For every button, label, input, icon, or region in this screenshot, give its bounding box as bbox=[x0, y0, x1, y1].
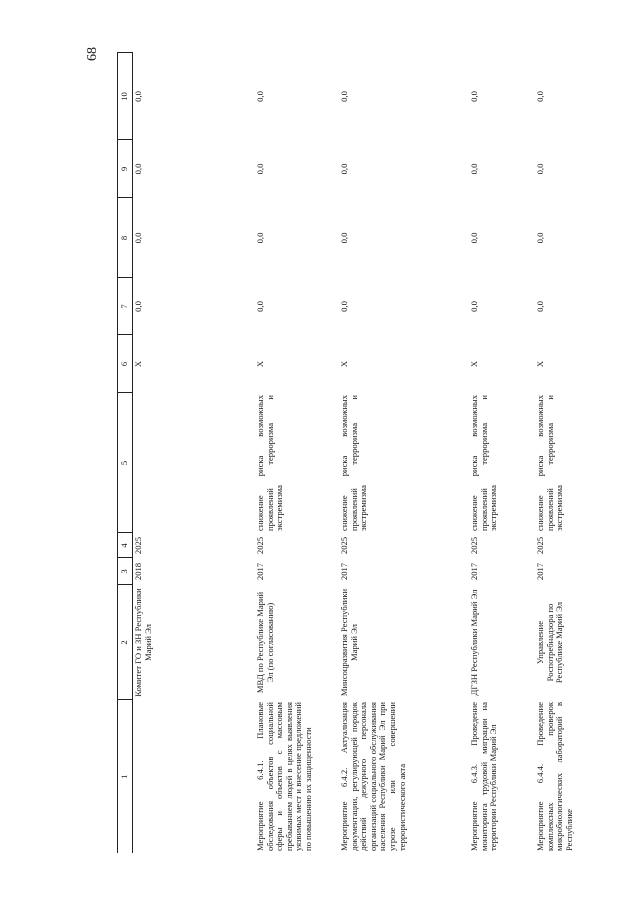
header-cell: 2 bbox=[118, 585, 133, 700]
value-cell: 0,0 bbox=[133, 91, 143, 102]
header-cell: 6 bbox=[118, 335, 133, 393]
table-row bbox=[255, 53, 339, 853]
value-cell: 0,0 bbox=[339, 91, 349, 102]
indicator-cell: Х bbox=[535, 360, 545, 368]
value-cell: 0,0 bbox=[339, 301, 349, 312]
rotated-table-sheet bbox=[117, 53, 574, 853]
executor-cell: Минсоцразвития Республики Марий Эл bbox=[339, 588, 359, 697]
start-year-cell: 2018 bbox=[133, 562, 143, 581]
value-cell: 0,0 bbox=[255, 301, 265, 312]
result-cell: снижение риска возможных проявлений терроризма и экстремизма bbox=[339, 395, 369, 531]
start-year-cell: 2017 bbox=[469, 562, 479, 581]
measure-cell: Мероприятие 6.4.2. Актуализация документации, регулирующей порядок действий дежурного персонала организаций социального обслуживания населения Республики Марий Эл при угрозе или совершении террористического акта bbox=[339, 702, 407, 851]
value-cell: 0,0 bbox=[535, 301, 545, 312]
value-cell: 0,0 bbox=[255, 232, 265, 244]
page-number: 68 bbox=[85, 47, 100, 61]
value-cell: 0,0 bbox=[255, 91, 265, 102]
measure-cell: Мероприятие 6.4.1. Плановые обследования объектов социальной сферы и объектов с массовым пребыванием людей в целях выявления уязвимых мест и внесение предложений по повышению их защищенности bbox=[255, 702, 313, 851]
end-year-cell: 2025 bbox=[133, 536, 143, 555]
value-cell: 0,0 bbox=[469, 301, 479, 312]
result-cell: снижение риска возможных проявлений терроризма и экстремизма bbox=[535, 395, 565, 531]
header-cell: 4 bbox=[118, 533, 133, 558]
table-row bbox=[535, 53, 607, 853]
table-row bbox=[339, 53, 469, 853]
header-cell: 1 bbox=[118, 700, 133, 853]
end-year-cell: 2025 bbox=[535, 536, 545, 555]
header-cell: 10 bbox=[118, 53, 133, 140]
indicator-cell: Х bbox=[469, 360, 479, 368]
executor-cell: Комитет ГО и ЗН Республики Марий Эл bbox=[133, 588, 153, 697]
value-cell: 0,0 bbox=[469, 163, 479, 175]
end-year-cell: 2025 bbox=[339, 536, 349, 555]
measures-table bbox=[117, 53, 607, 854]
measure-cell bbox=[133, 700, 256, 853]
end-year-cell: 2025 bbox=[469, 536, 479, 555]
value-cell: 0,0 bbox=[469, 91, 479, 102]
value-cell: 0,0 bbox=[255, 163, 265, 175]
measure-cell: Мероприятие 6.4.3. Проведение мониторинга трудовой миграции на территории Республики Марий Эл bbox=[469, 702, 499, 851]
value-cell: 0,0 bbox=[535, 91, 545, 102]
header-cell: 3 bbox=[118, 558, 133, 585]
measure-cell: Мероприятие 6.4.4. Проведение комплексных проверок микробиологических лабораторий в Республике bbox=[535, 702, 574, 851]
start-year-cell: 2017 bbox=[535, 562, 545, 581]
end-year-cell: 2025 bbox=[255, 536, 265, 555]
start-year-cell: 2017 bbox=[339, 562, 349, 581]
header-row bbox=[118, 53, 133, 853]
indicator-cell: Х bbox=[255, 360, 265, 368]
table-row bbox=[133, 53, 256, 853]
header-cell: 7 bbox=[118, 278, 133, 335]
result-cell: снижение риска возможных проявлений терроризма и экстремизма bbox=[469, 395, 499, 531]
value-cell: 0,0 bbox=[133, 163, 143, 175]
table-row bbox=[469, 53, 535, 853]
value-cell: 0,0 bbox=[469, 232, 479, 244]
header-cell: 8 bbox=[118, 198, 133, 278]
executor-cell: МВД по Республике Марий Эл (по согласованию) bbox=[255, 591, 275, 694]
header-cell: 5 bbox=[118, 393, 133, 533]
value-cell: 0,0 bbox=[535, 163, 545, 175]
executor-cell: Управление Роспотребнадзора по Республике Марий Эл bbox=[535, 601, 565, 684]
indicator-cell: Х bbox=[339, 360, 349, 368]
result-cell bbox=[133, 393, 256, 533]
executor-cell: ДГЗН Республики Марий Эл bbox=[469, 589, 479, 696]
header-cell: 9 bbox=[118, 140, 133, 198]
value-cell: 0,0 bbox=[133, 301, 143, 312]
indicator-cell: Х bbox=[133, 360, 143, 368]
value-cell: 0,0 bbox=[339, 163, 349, 175]
value-cell: 0,0 bbox=[535, 232, 545, 244]
value-cell: 0,0 bbox=[339, 232, 349, 244]
result-cell: снижение риска возможных проявлений терроризма и экстремизма bbox=[255, 395, 285, 531]
value-cell: 0,0 bbox=[133, 232, 143, 244]
start-year-cell: 2017 bbox=[255, 562, 265, 581]
